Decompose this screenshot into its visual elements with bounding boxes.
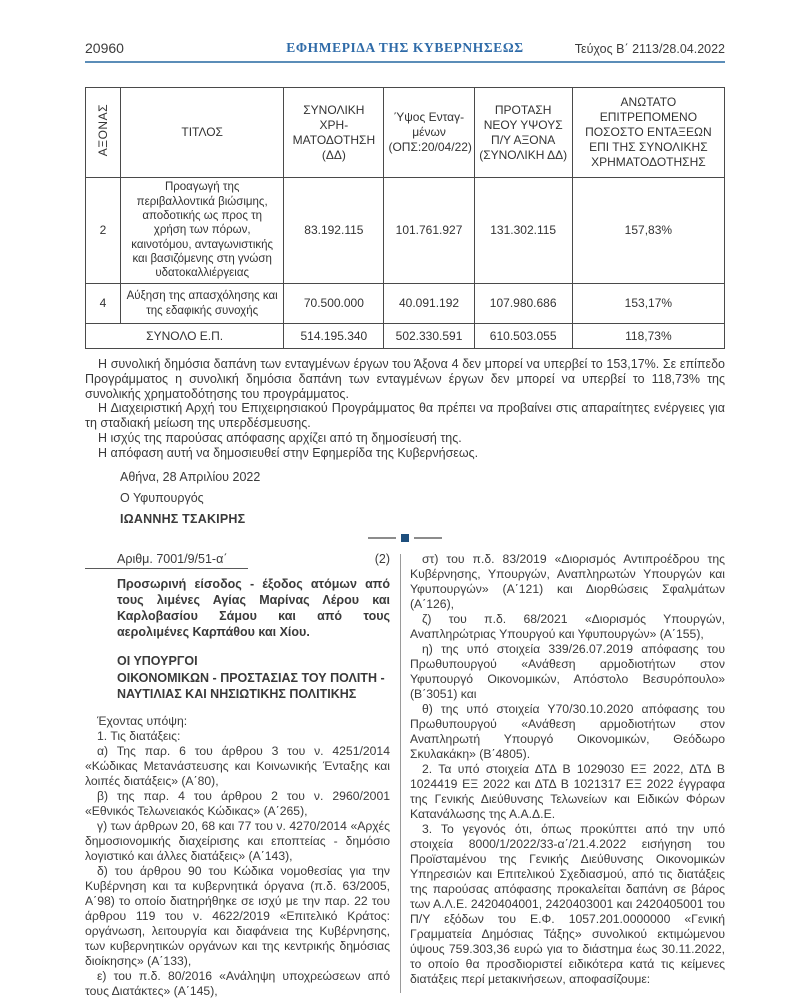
column-paragraph: Έχοντας υπόψη: [97,714,188,728]
column-paragraph: θ) της υπό στοιχεία Υ70/30.10.2020 απόφασης του Πρωθυπουργού «Ανάθεση αρμοδιοτήτων στον Αναπληρωτή Υπουργό Οικονομικών, Θεόδωρο Σκυλακάκη» (Β΄4805). [410,702,725,762]
decision-heading [85,552,390,566]
decision-number: Αριθμ. 7001/9/51-α΄ [117,552,228,567]
cell-funding: 70.500.000 [284,284,384,324]
signature-place-date: Αθήνα, 28 Απριλίου 2022 [120,470,261,485]
cell-proposal: 107.980.686 [474,284,572,324]
column-paragraph: ε) του π.δ. 80/2016 «Ανάληψη υποχρεώσεων από τους Διατάκτες» (Α΄145), [85,969,390,998]
cell-total-proposal: 610.503.055 [474,324,572,349]
left-column-text [85,714,390,999]
cell-axis: 2 [86,178,121,284]
header-axis [86,88,121,178]
axis-vertical-label: ΑΞΟΝΑΣ [95,104,110,157]
page-number: 20960 [85,40,124,56]
column-paragraph: στ) του π.δ. 83/2019 «Διορισμός Αντιπροέδρου της Κυβέρνησης, Υπουργών, Αναπληρωτών Υπουργών και Υφυπουργών» (Α΄121) και Διορθώσεις Σφαλμάτων (Α΄126), [410,552,725,612]
gazette-title: ΕΦΗΜΕΡΙΔΑ ΤΗΣ ΚΥΒΕΡΝΗΣΕΩΣ [286,39,524,56]
body-paragraph: Η συνολική δημόσια δαπάνη των ενταγμένων έργων του Άξονα 4 δεν μπορεί να υπερβεί το 153,17%. Σε επίπεδο Προγράμματος η συνολική δημόσια δαπάνη των ενταγμένων έργων δεν μπορεί να υπερβεί το 118,73% της συνολικής χρηματοδότησης του προγράμματος. [85,357,725,401]
body-paragraph: Η απόφαση αυτή να δημοσιευθεί στην Εφημερίδα της Κυβερνήσεως. [98,445,479,460]
cell-total-percent: 118,73% [572,324,724,349]
cell-percent: 157,83% [572,178,724,284]
column-paragraph: β) της παρ. 4 του άρθρου 2 του ν. 2960/2001 «Εθνικός Τελωνειακός Κώδικας» (Α΄265), [85,789,390,818]
header-title: ΤΙΤΛΟΣ [121,88,284,178]
divider-square-icon [401,534,409,542]
header-new-proposal: ΠΡΟΤΑΣΗ ΝΕΟΥ ΥΨΟΥΣ Π/Υ ΑΞΟΝΑ (ΣΥΝΟΛΙΚΗ ΔΔ) [474,88,572,178]
cell-total-funding: 514.195.340 [284,324,384,349]
body-paragraph: Η ισχύς της παρούσας απόφασης αρχίζει από τη δημοσίευσή της. [98,430,462,445]
table-row [86,178,725,284]
header-max-percent: ΑΝΩΤΑΤΟ ΕΠΙΤΡΕΠΟΜΕΝΟ ΠΟΣΟΣΤΟ ΕΝΤΑΞΕΩΝ ΕΠΙ ΤΗΣ ΣΥΝΟΛΙΚΗΣ ΧΡΗΜΑΤΟΔΟΤΗΣΗΣ [572,88,724,178]
cell-title: Προαγωγή της περιβαλλοντικά βιώσιμης, αποδοτικής ως προς τη χρήση των πόρων, καινοτόμου, ανταγωνιστικής και βασιζόμενης στη γνώση υδατοκαλλιέργειας [121,178,284,284]
table-row [86,284,725,324]
table-total-row [86,324,725,349]
column-divider [400,554,401,993]
cell-percent: 153,17% [572,284,724,324]
signature-name: ΙΩΑΝΝΗΣ ΤΣΑΚΙΡΗΣ [120,512,246,527]
table-header-row [86,88,725,178]
cell-funding: 83.192.115 [284,178,384,284]
table-header [86,88,725,178]
divider-line [414,537,442,539]
cell-title: Αύξηση της απασχόλησης και της εδαφικής συνοχής [121,284,284,324]
column-paragraph: 2. Τα υπό στοιχεία ΔΤΔ Β 1029030 ΕΞ 2022, ΔΤΔ Β 1024419 ΕΞ 2022 και ΔΤΔ Β 1021317 ΕΞ 2022 έγγραφα της Γενικής Διεύθυνσης Τελωνείων και Ειδικών Φόρων Κατανάλωσης της Α.Α.Δ.Ε. [410,762,725,822]
decision-title: Προσωρινή είσοδος - έξοδος ατόμων από τους λιμένες Αγίας Μαρίνας Λέρου και Καρλοβασίου Σάμου και από τους αερολιμένες Καρπάθου και Χίου. [117,577,390,640]
column-paragraph: γ) των άρθρων 20, 68 και 77 του ν. 4270/2014 «Αρχές δημοσιονομικής διαχείρισης και εποπτείας - δημόσιο λογιστικό και άλλες διατάξεις» (Α΄143), [85,819,390,863]
authority-line: ΟΙ ΥΠΟΥΡΓΟΙ [117,654,198,669]
authority-line: ΝΑΥΤΙΛΙΑΣ ΚΑΙ ΝΗΣΙΩΤΙΚΗΣ ΠΟΛΙΤΙΚΗΣ [117,686,357,701]
decision-number-rule [85,568,248,569]
signature-block [120,470,725,526]
left-column [85,552,390,999]
header-entered-amount: Ύψος Ενταγ-μένων (ΟΠΣ:20/04/22) [384,88,474,178]
column-paragraph: η) της υπό στοιχεία 339/26.07.2019 απόφασης του Πρωθυπουργού «Ανάθεση αρμοδιοτήτων στον Υφυπουργό Οικονομικών, Απόστολο Βεσυρόπουλο» (Β΄3051) και [410,642,725,702]
right-column [410,552,725,999]
header-total-funding: ΣΥΝΟΛΙΚΗ ΧΡΗ-ΜΑΤΟΔΟΤΗΣΗ (ΔΔ) [284,88,384,178]
authority-line: ΟΙΚΟΝΟΜΙΚΩΝ - ΠΡΟΣΤΑΣΙΑΣ ΤΟΥ ΠΟΛΙΤΗ - [117,670,385,685]
cell-entered: 101.761.927 [384,178,474,284]
decision-sequence: (2) [374,552,390,567]
column-paragraph: 3. Το γεγονός ότι, όπως προκύπτει από την υπό στοιχεία 8000/1/2022/33-α΄/21.4.2022 εισήγηση του Προϊσταμένου της Γενικής Διεύθυνσης Οικονομικών Υπηρεσιών και Επιτελικού Σχεδιασμού, από τις διατάξεις της παρούσας απόφασης προκαλείται δαπάνη σε βάρος των Α.Λ.Ε. 2420404001, 2420403001 και 2420405001 του Π/Υ εξόδων του Ε.Φ. 1057.201.0000000 «Γενική Γραμματεία Δημόσιας Τάξης» συνολικού εκτιμώμενου ύψους 759.303,36 ευρώ για το διάστημα έως 30.11.2022, το οποίο θα προσδιοριστεί ειδικότερα κατά τις κείμενες διατάξεις περί μετακινήσεων, αποφασίζουμε: [410,822,725,987]
signature-role: Ο Υφυπουργός [120,491,204,506]
section-divider [85,534,725,542]
decision-body-text [85,357,725,460]
two-column-section [85,552,725,999]
issue-label: Τεύχος Β΄ 2113/28.04.2022 [574,42,725,56]
cell-total-label: ΣΥΝΟΛΟ Ε.Π. [86,324,284,349]
issuing-authority [117,653,390,702]
column-paragraph: 1. Τις διατάξεις: [97,729,181,743]
column-paragraph: ζ) του π.δ. 68/2021 «Διορισμός Υπουργών, Αναπληρώτριας Υπουργού και Υφυπουργών» (Α΄155), [410,612,725,642]
masthead [85,40,725,63]
divider-line [368,537,396,539]
cell-total-entered: 502.330.591 [384,324,474,349]
cell-proposal: 131.302.115 [474,178,572,284]
column-paragraph: δ) του άρθρου 90 του Κώδικα νομοθεσίας για την Κυβέρνηση και τα κυβερνητικά όργανα (π.δ. 63/2005, Α΄98) το οποίο διατηρήθηκε σε ισχύ με την παρ. 22 του άρθρου 119 του ν. 4622/2019 «Επιτελικό Κράτος: οργάνωση, λειτουργία και διαφάνεια της Κυβέρνησης, των κυβερνητικών οργάνων και της κεντρικής δημόσιας διοίκησης» (Α΄133), [85,864,390,968]
body-paragraph: Η Διαχειριστική Αρχή του Επιχειρησιακού Προγράμματος θα πρέπει να προβαίνει στις απαραίτητες ενέργειες για τη σταδιακή μείωση της υπερδέσμευσης. [85,401,725,430]
funding-table [85,87,725,349]
cell-entered: 40.091.192 [384,284,474,324]
cell-axis: 4 [86,284,121,324]
column-paragraph: α) Της παρ. 6 του άρθρου 3 του ν. 4251/2014 «Κώδικας Μετανάστευσης και Κοινωνικής Ένταξης και λοιπές διατάξεις» (Α΄80), [85,744,390,788]
